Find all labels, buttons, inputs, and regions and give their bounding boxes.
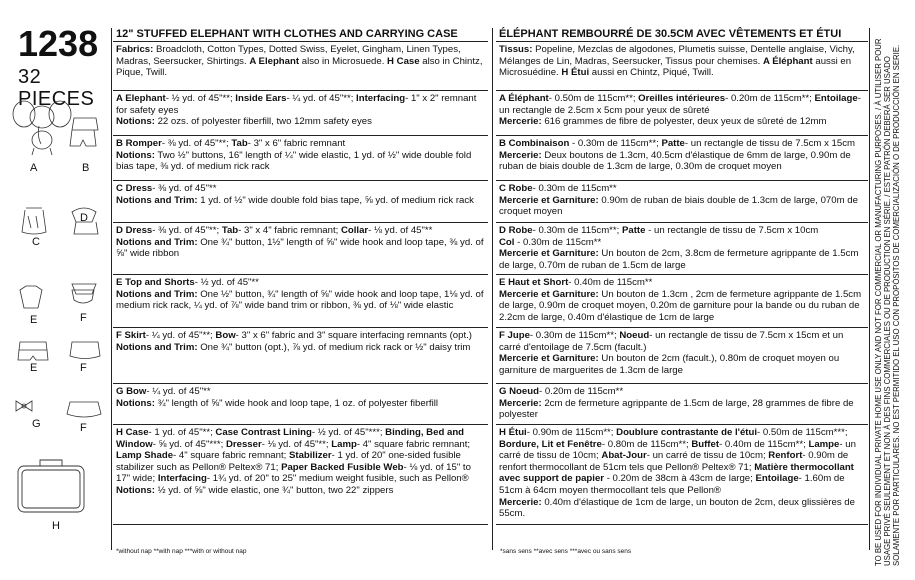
- text-run: - un rectangle de 2.5cm x 5cm pour yeux de sûreté: [499, 93, 861, 116]
- text-run: Un bouton de 2cm, 3.8cm de fermeture agrippante de 1.5cm de large, 0.70m de ruban de 1.5cm de large: [499, 248, 859, 271]
- text-run: - un rectangle de tissu de 7.5cm x 15cm et un carré d'entoilage de 7.5cm (facult.): [499, 330, 844, 353]
- bold-label: Mercerie et Garniture:: [499, 194, 599, 206]
- bold-label: Matière thermocollant avec support de papier: [499, 461, 854, 485]
- text-run: - 1" x 2" remnant for safety eyes: [116, 93, 477, 116]
- text-run: - 0.30m de 115cm**;: [529, 330, 620, 341]
- text-run: - 1 yd. of 45"**;: [148, 427, 216, 438]
- bold-label: D Robe: [499, 225, 533, 236]
- bold-label: C Dress: [116, 183, 153, 194]
- text-run: Popeline, Mezclas de algodones, Plumetis suisse, Dentelle anglaise, Vichy, Mélanges de Lin, Madras, Seersucker, Tissus pour chemises.: [499, 44, 855, 67]
- text-run: - ½ yd. of 45"**;: [165, 93, 236, 104]
- bold-label: Notions and Trim:: [116, 341, 198, 353]
- bold-label: A Éléphant: [499, 93, 549, 104]
- bold-label: Tab: [221, 225, 239, 236]
- text-run: aussi en Chintz, Piqué, Twill.: [589, 67, 714, 79]
- bold-label: B Romper: [116, 138, 162, 149]
- romper-sketch: [70, 118, 98, 146]
- text-run: - 1¾ yd. of 20" to 25" medium weight fusible, such as Pellon®: [206, 473, 469, 485]
- piece-count: 32 PIECES: [18, 66, 95, 110]
- bold-label: Fabrics:: [116, 44, 154, 55]
- bold-label: Mercerie:: [499, 116, 542, 128]
- bold-label: Col: [499, 236, 515, 248]
- text-run: - 0.40m de 115cm**;: [719, 438, 809, 450]
- case-h-sketch: [18, 460, 84, 512]
- english-footnote: *without nap **with nap ***with or without nap: [116, 548, 247, 555]
- figure-label-d: D: [80, 212, 88, 224]
- bold-label: Buffet: [691, 438, 720, 450]
- text-run: Broadcloth, Cotton Types, Dotted Swiss, Eyelet, Gingham, Linen Types, Madras, Seersucker, Shirtings.: [116, 44, 461, 67]
- bold-label: Abat-Jour: [601, 450, 647, 462]
- text-run: - 0.30m de 115cm**;: [569, 138, 662, 149]
- usage-notice: TO BE USED FOR INDIVIDUAL PRIVATE HOME USE ONLY AND NOT FOR COMMERCIAL OR MANUFACTURING PURPOSES. / À UTILISER POUR USAGE PRIVÉ SEULEMENT ET NON À DES FINS COMMERCIALES OU DE PRODUCTION EN SÉRIE. / ESTE PATRÓN DEBERÁ SER USADO SOLAMENTE POR PARTICULARES. NO EST PERMITIDO EL USO CON PROPÓSITOS DE COMERCIALIZACIÓN O DE PRODUCCIÓN EN SERIE.: [874, 38, 902, 566]
- text-run: - 0.30m de 115cm**: [532, 183, 617, 194]
- text-run: - 1 yd. of 20" one-sided fusible stabilizer such as Pellon® Peltex® 71;: [116, 450, 461, 473]
- figure-label-f3: F: [80, 422, 87, 434]
- figure-label-f2: F: [80, 362, 87, 374]
- figure-label-e2: E: [30, 362, 38, 374]
- bold-label: D Dress: [116, 225, 153, 236]
- bold-label: Paper Backed Fusible Web: [281, 461, 404, 473]
- bold-label: Stabilizer: [288, 450, 332, 462]
- bold-label: Collar: [340, 225, 369, 236]
- french-section-c: [496, 181, 868, 223]
- bold-label: Entoilage: [755, 473, 799, 485]
- english-section-c: [113, 181, 488, 223]
- shorts-e-sketch: [18, 342, 48, 360]
- bold-label: Notions:: [116, 149, 155, 161]
- bow-g-sketch: [16, 401, 32, 411]
- text-run: - 0.20m de 115cm**: [538, 386, 624, 397]
- bold-label: Mercerie et Garniture:: [499, 248, 599, 260]
- english-section-e: [113, 275, 488, 328]
- bold-label: Notions:: [116, 397, 155, 409]
- bold-label: B Combinaison: [499, 138, 570, 149]
- bold-label: H Case: [387, 55, 420, 67]
- text-run: - 0.20m de 38cm à 43cm de large;: [604, 473, 756, 485]
- bold-label: Lampe: [808, 438, 840, 450]
- bold-label: Dresser: [225, 438, 262, 450]
- english-column: [113, 28, 488, 525]
- bold-label: Oreilles intérieures: [638, 93, 726, 104]
- text-run: - un carré de tissu de 10cm;: [499, 438, 856, 462]
- text-run: - ⅜ yd. of 45"**;: [152, 225, 222, 236]
- text-run: - ⅝ yd. of 45"***;: [152, 438, 226, 450]
- bold-label: Notions and Trim:: [116, 194, 198, 206]
- bold-label: Case Contrast Lining: [215, 427, 312, 438]
- text-run: - ⅜ yd. of 45"**: [152, 183, 217, 194]
- text-run: - 1.60m de 51cm à 64cm moyen thermocollant tels que Pellon®: [499, 473, 845, 496]
- bold-label: A Éléphant: [762, 55, 813, 67]
- divider-center: [492, 28, 493, 550]
- bold-label: Mercerie et Garniture:: [499, 353, 599, 365]
- english-section-g: [113, 384, 488, 425]
- bold-label: Interfacing: [356, 93, 406, 104]
- text-run: Un bouton de 1.3cm , 2cm de fermeture agrippante de 1.5cm de large, 0.90m de croquet moyen, 0.20m de garniture pour la bande ou du ruban de 2.2cm de large, 0.40m d'élastique de 1cm de large: [499, 288, 862, 323]
- bold-label: G Bow: [116, 386, 147, 397]
- figure-label-f: F: [80, 312, 87, 324]
- bold-label: Interfacing: [157, 473, 207, 485]
- garment-sketches: [10, 22, 110, 567]
- french-section-h: [496, 425, 868, 525]
- text-run: 616 grammes de fibre de polyester, deux yeux de sûreté de 12mm: [541, 116, 827, 128]
- text-run: - ⅜ yd. of 45"**;: [161, 138, 232, 149]
- text-run: One ¾" button (opt.), ⅞ yd. of medium rick rack or ½" daisy trim: [197, 341, 471, 353]
- bold-label: Noeud: [619, 330, 650, 341]
- text-run: - 0.30m de 115cm**;: [532, 225, 622, 236]
- top-e-sketch: [20, 286, 42, 308]
- text-run: - un carré de tissu de 10cm;: [646, 450, 769, 462]
- english-section-f: [113, 328, 488, 384]
- english-section-a: [113, 91, 488, 136]
- text-run: Un bouton de 2cm (facult.), 0.80m de croquet moyen ou garniture de marguerites de 1.3cm de large: [499, 353, 840, 376]
- french-title: ÉLÉPHANT REMBOURRÉ DE 30.5CM AVEC VÊTEMENTS ET ÉTUI: [496, 28, 868, 42]
- text-run: - ⅛ yd. of 15" to 17" wide;: [116, 461, 471, 485]
- bold-label: H Case: [116, 427, 149, 438]
- text-run: - 0.40m de 115cm**: [568, 277, 653, 288]
- figure-label-e: E: [30, 314, 38, 326]
- text-run: One ½" button, ¾" length of ⅝" wide hook and loop tape, 1⅛ yd. of medium rick rack, ¼ yd. of ⅞" wide band trim or ribbon, ⅜ yd. of ⅛" wide elastic: [116, 288, 484, 312]
- figure-label-g: G: [32, 418, 41, 430]
- text-run: - ¼ yd. of 45"**;: [286, 93, 357, 104]
- french-fabrics: [496, 42, 868, 91]
- text-run: 22 ozs. of polyester fiberfill, two 12mm safety eyes: [154, 116, 372, 128]
- usage-notice-panel: [872, 10, 912, 570]
- text-run: - un rectangle de tissu de 7.5cm x 15cm: [684, 138, 856, 149]
- bold-label: Lamp: [331, 438, 357, 450]
- skirt-f2-sketch: [70, 342, 100, 359]
- bold-label: Notions and Trim:: [116, 236, 198, 248]
- text-run: - un rectangle de tissu de 7.5cm x 10cm: [645, 225, 819, 236]
- bold-label: Bordure, Lit et Fenêtre: [499, 438, 602, 450]
- text-run: - 0.90m de renfort thermocollant de 51cm tels que Pellon® Peltex® 71;: [499, 450, 849, 473]
- bold-label: F Jupe: [499, 330, 530, 341]
- bold-label: Binding, Bed and Window: [116, 427, 465, 450]
- bold-label: Mercerie et Garniture:: [499, 288, 599, 300]
- french-section-d: [496, 223, 868, 275]
- bold-label: Patte: [622, 225, 646, 236]
- french-section-b: [496, 136, 868, 181]
- bold-label: H Étui: [499, 427, 527, 438]
- bold-label: Mercerie:: [499, 496, 542, 508]
- text-run: Two ½" buttons, 16" length of ¼" wide elastic, 1 yd. of ½" wide double fold bias tape, ⅜ yd. of medium rick rack: [116, 149, 472, 173]
- english-title: 12" STUFFED ELEPHANT WITH CLOTHES AND CARRYING CASE: [113, 28, 488, 42]
- french-footnote: *sans sens **avec sens ***avec ou sans sens: [500, 548, 632, 555]
- bold-label: Notions:: [116, 484, 155, 496]
- text-run: - 0.50m de 115cm**;: [548, 93, 639, 104]
- bold-label: A Elephant: [249, 55, 300, 67]
- bold-label: F Skirt: [116, 330, 146, 341]
- bold-label: Bow: [215, 330, 236, 341]
- text-run: ½ yd. of ⅝" wide elastic, one ¾" button, two 22" zippers: [154, 484, 394, 496]
- text-run: 0.90m de ruban de biais double de 1.3cm de large, 070m de croquet moyen: [499, 194, 858, 218]
- text-run: - 3" x 6" fabric remnant: [247, 138, 346, 149]
- bold-label: Mercerie:: [499, 397, 542, 409]
- text-run: - 3" x 4" fabric remnant;: [238, 225, 341, 236]
- text-run: - 0.30m de 115cm**: [514, 236, 602, 248]
- french-section-e: [496, 275, 868, 328]
- text-run: One ¾" button, 1½" length of ⅝" wide hook and loop tape, ⅜ yd. of ⅝" wide ribbon: [116, 236, 484, 260]
- french-section-f: [496, 328, 868, 384]
- bold-label: Tab: [231, 138, 248, 149]
- left-panel: [10, 22, 110, 567]
- text-run: ¾" length of ⅝" wide hook and loop tape, 1 oz. of polyester fiberfill: [154, 397, 438, 409]
- text-run: 0.40m d'élastique de 1cm de large, un bouton de 2cm, deux glissières de 55cm.: [499, 496, 855, 520]
- text-run: - ½ yd. of 45"***;: [311, 427, 386, 438]
- french-column: [496, 28, 868, 525]
- bold-label: E Top and Shorts: [116, 277, 195, 288]
- text-run: - ¼ yd. of 45"**: [146, 386, 211, 397]
- divider-left: [111, 28, 112, 550]
- bold-label: Tissus:: [499, 44, 533, 55]
- bold-label: E Haut et Short: [499, 277, 569, 288]
- bold-label: C Robe: [499, 183, 533, 194]
- figure-label-a: A: [30, 162, 38, 174]
- text-run: 1 yd. of ½" wide double fold bias tape, ⅝ yd. of medium rick rack: [197, 194, 474, 206]
- bold-label: Renfort: [768, 450, 803, 462]
- bold-label: Entoilage: [814, 93, 858, 104]
- english-section-d: [113, 223, 488, 275]
- dress-c-sketch: [22, 208, 46, 234]
- bold-label: A Elephant: [116, 93, 166, 104]
- text-run: 2cm de fermeture agrippante de 1.5cm de large, 28 grammes de fibre de polyester: [499, 397, 854, 421]
- figure-label-c: C: [32, 236, 40, 248]
- divider-right: [869, 28, 870, 550]
- french-section-g: [496, 384, 868, 425]
- figure-label-h: H: [52, 520, 60, 532]
- text-run: - ¼ yd. of 45"**;: [145, 330, 216, 341]
- bold-label: Inside Ears: [235, 93, 287, 104]
- text-run: - 0.20m de 115cm**;: [725, 93, 815, 104]
- pattern-number: 1238: [18, 23, 99, 64]
- figure-label-b: B: [82, 162, 90, 174]
- text-run: - 0.80m de 115cm**;: [601, 438, 692, 450]
- text-run: - ⅛ yd. of 45"**;: [261, 438, 332, 450]
- text-run: - 0.50m de 115cm***;: [757, 427, 848, 438]
- text-run: - ½ yd. of 45"**: [194, 277, 259, 288]
- text-run: also in Chintz, Pique, Twill.: [116, 55, 483, 79]
- bold-label: Notions:: [116, 116, 155, 128]
- elephant-sketch: [13, 101, 71, 155]
- text-run: aussi en Microsuédine.: [499, 55, 852, 79]
- bold-label: Doublure contrastante de l'étui: [616, 427, 758, 438]
- english-section-b: [113, 136, 488, 181]
- french-section-a: [496, 91, 868, 136]
- text-run: - 4" square fabric remnant;: [356, 438, 471, 450]
- text-run: - 4" square fabric remnant;: [173, 450, 289, 462]
- english-section-h: [113, 425, 488, 525]
- text-run: - ⅛ yd. of 45"**: [368, 225, 433, 236]
- bold-label: Notions and Trim:: [116, 288, 198, 300]
- bold-label: G Noeud: [499, 386, 539, 397]
- skirt-f-sketch: [72, 284, 96, 303]
- bold-label: Lamp Shade: [116, 450, 174, 462]
- english-fabrics: [113, 42, 488, 91]
- skirt-f3-sketch: [67, 402, 101, 417]
- text-run: Deux boutons de 1.3cm, 40.5cm d'élastique de 6mm de large, 0.90m de ruban de biais double de 1.3cm de large, 0.30m de croquet moyen: [499, 149, 851, 173]
- bold-label: Patte: [661, 138, 685, 149]
- bold-label: H Étui: [561, 67, 590, 79]
- text-run: - 3" x 6" fabric and 3" square interfacing remnants (opt.): [235, 330, 472, 341]
- bold-label: Mercerie:: [499, 149, 542, 161]
- text-run: also in Microsuede.: [299, 55, 388, 67]
- text-run: - 0.90m de 115cm**;: [526, 427, 617, 438]
